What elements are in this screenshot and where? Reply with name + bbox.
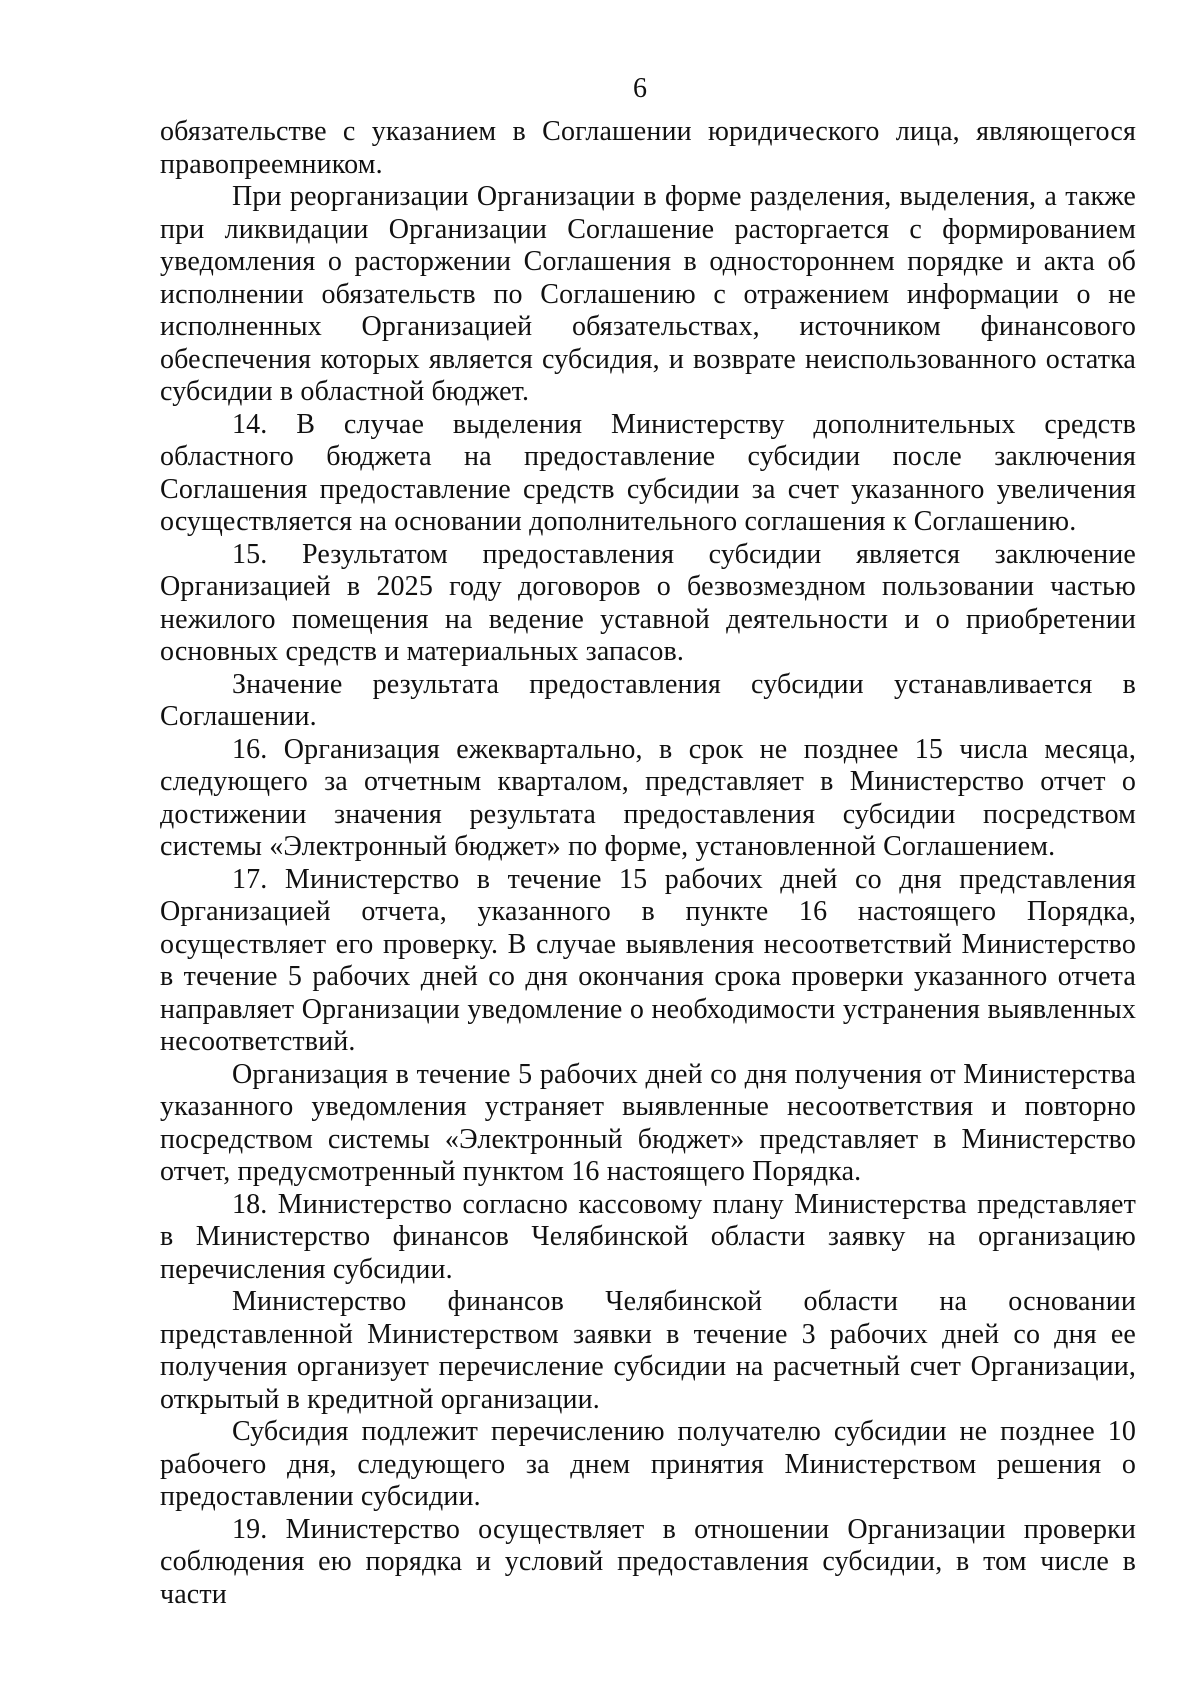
paragraph-19: 19. Министерство осуществляет в отношении Организации проверки соблюдения ею порядка и условий предоставления субсидии, в том числе в части xyxy=(160,1513,1136,1610)
paragraph-18: 18. Министерство согласно кассовому плану Министерства представляет в Министерство финансов Челябинской области заявку на организацию перечисления субсидии. xyxy=(160,1188,1136,1285)
page-number: 6 xyxy=(633,73,647,104)
paragraph-reorganization: При реорганизации Организации в форме разделения, выделения, а также при ликвидации Организации Соглашение расторгается с формированием уведомления о расторжении Соглашения в одностороннем порядке и акта об исполнении обязательств по Соглашению с отражением информации о не исполненных Организацией обязательствах, источником финансового обеспечения которых является субсидия, и возврате неиспользованного остатка субсидии в областной бюджет. xyxy=(160,181,1136,407)
paragraph-result-value: Значение результата предоставления субсидии устанавливается в Соглашении. xyxy=(160,668,1136,732)
paragraph-18-transfer: Министерство финансов Челябинской области на основании представленной Министерством заявки в течение 3 рабочих дней со дня ее получения организует перечисление субсидии на расчетный счет Организации, открытый в кредитной организации. xyxy=(160,1286,1136,1415)
paragraph-17-correction: Организация в течение 5 рабочих дней со дня получения от Министерства указанного уведомления устраняет выявленные несоответствия и повторно посредством системы «Электронный бюджет» представляет в Министерство отчет, предусмотренный пунктом 16 настоящего Порядка. xyxy=(160,1058,1136,1187)
paragraph-15: 15. Результатом предоставления субсидии является заключение Организацией в 2025 году договоров о безвозмездном пользовании частью нежилого помещения на ведение уставной деятельности и о приобретении основных средств и материальных запасов. xyxy=(160,538,1136,667)
paragraph-continuation: обязательстве с указанием в Соглашении юридического лица, являющегося правопреемником. xyxy=(160,116,1136,180)
paragraph-16: 16. Организация ежеквартально, в срок не позднее 15 числа месяца, следующего за отчетным кварталом, представляет в Министерство отчет о достижении значения результата предоставления субсидии посредством системы «Электронный бюджет» по форме, установленной Соглашением. xyxy=(160,733,1136,862)
paragraph-17: 17. Министерство в течение 15 рабочих дней со дня представления Организацией отчета, указанного в пункте 16 настоящего Порядка, осуществляет его проверку. В случае выявления несоответствий Министерство в течение 5 рабочих дней со дня окончания срока проверки указанного отчета направляет Организации уведомление о необходимости устранения выявленных несоответствий. xyxy=(160,863,1136,1057)
paragraph-14: 14. В случае выделения Министерству дополнительных средств областного бюджета на предоставление субсидии после заключения Соглашения предоставление средств субсидии за счет указанного увеличения осуществляется на основании дополнительного соглашения к Соглашению. xyxy=(160,408,1136,537)
document-body xyxy=(160,116,1136,1611)
paragraph-18-deadline: Субсидия подлежит перечислению получателю субсидии не позднее 10 рабочего дня, следующего за днем принятия Министерством решения о предоставлении субсидии. xyxy=(160,1416,1136,1512)
